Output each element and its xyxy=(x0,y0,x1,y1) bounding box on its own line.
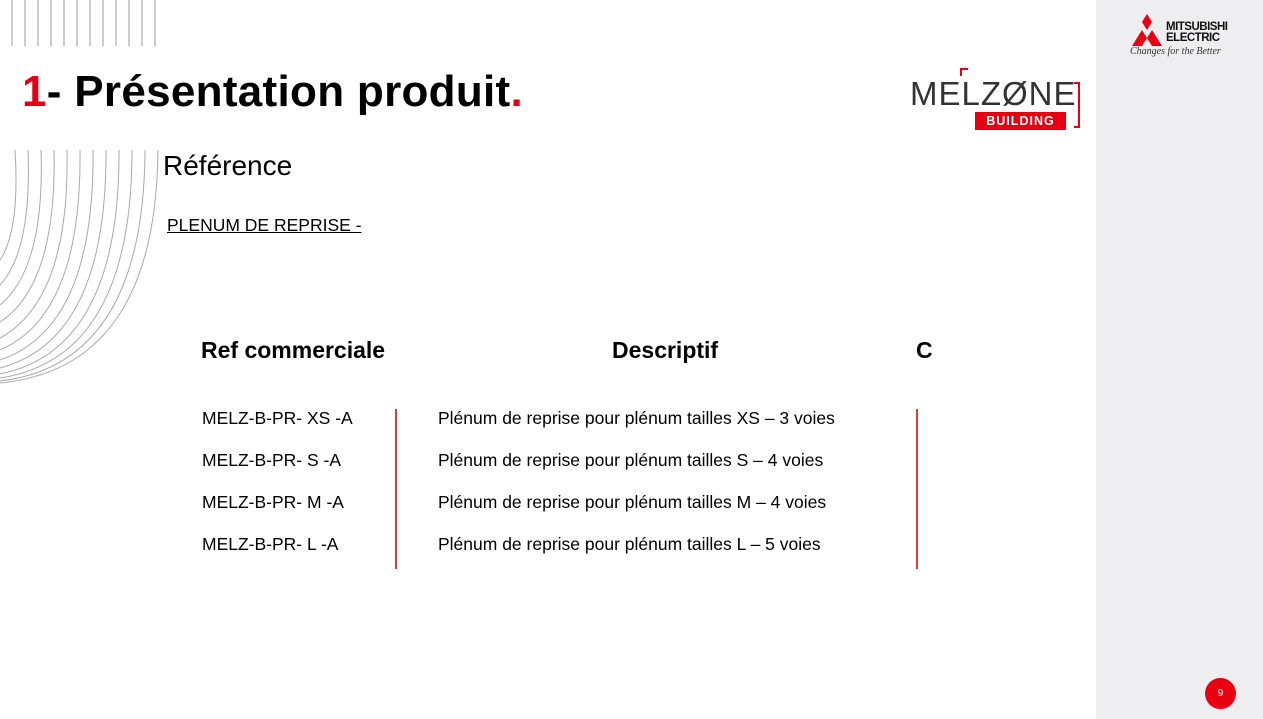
subheading: PLENUM DE REPRISE - xyxy=(167,215,362,235)
melzone-badge: BUILDING xyxy=(975,112,1066,130)
table-cell-ref: MELZ-B-PR- XS -A xyxy=(202,408,353,428)
table-cell-desc: Plénum de reprise pour plénum tailles M – 4 voies xyxy=(438,492,827,512)
section-heading: Référence xyxy=(163,150,293,181)
desc-column xyxy=(438,407,835,575)
slide-title xyxy=(22,64,523,120)
mitsubishi-electric-logo xyxy=(1128,12,1240,62)
table-cell-ref: MELZ-B-PR- L -A xyxy=(202,534,339,554)
ref-column xyxy=(202,407,353,575)
header-ref-commerciale: Ref commerciale xyxy=(201,337,386,363)
header-cut-column: C xyxy=(916,337,933,363)
brand-tagline: Changes for the Better xyxy=(1130,46,1221,57)
melzone-logo xyxy=(908,66,1084,132)
title-text: - Présentation produit xyxy=(46,67,511,116)
table-cell-desc: Plénum de reprise pour plénum tailles L – 5 voies xyxy=(438,534,821,554)
title-dot: . xyxy=(510,67,524,116)
melzone-text: MELZØNE xyxy=(910,75,1077,112)
table-cell-desc: Plénum de reprise pour plénum tailles S – 4 voies xyxy=(438,450,824,470)
column-divider xyxy=(395,409,397,569)
reference-table xyxy=(185,325,933,585)
table-cell-ref: MELZ-B-PR- M -A xyxy=(202,492,344,512)
decorative-arcs xyxy=(0,150,165,385)
three-diamonds-icon xyxy=(1130,14,1164,46)
melzone-bracket xyxy=(1074,82,1080,128)
header-descriptif: Descriptif xyxy=(612,337,719,363)
table-cell-ref: MELZ-B-PR- S -A xyxy=(202,450,342,470)
table-cell-desc: Plénum de reprise pour plénum tailles XS – 3 voies xyxy=(438,408,835,428)
mitsubishi-word: MITSUBISHI xyxy=(1166,21,1228,33)
decorative-stripes xyxy=(0,0,165,50)
electric-word: ELECTRIC xyxy=(1166,32,1220,44)
right-sidebar xyxy=(1096,0,1263,719)
title-number: 1 xyxy=(22,67,47,116)
page-number-badge: 9 xyxy=(1205,678,1236,709)
column-divider xyxy=(916,409,918,569)
